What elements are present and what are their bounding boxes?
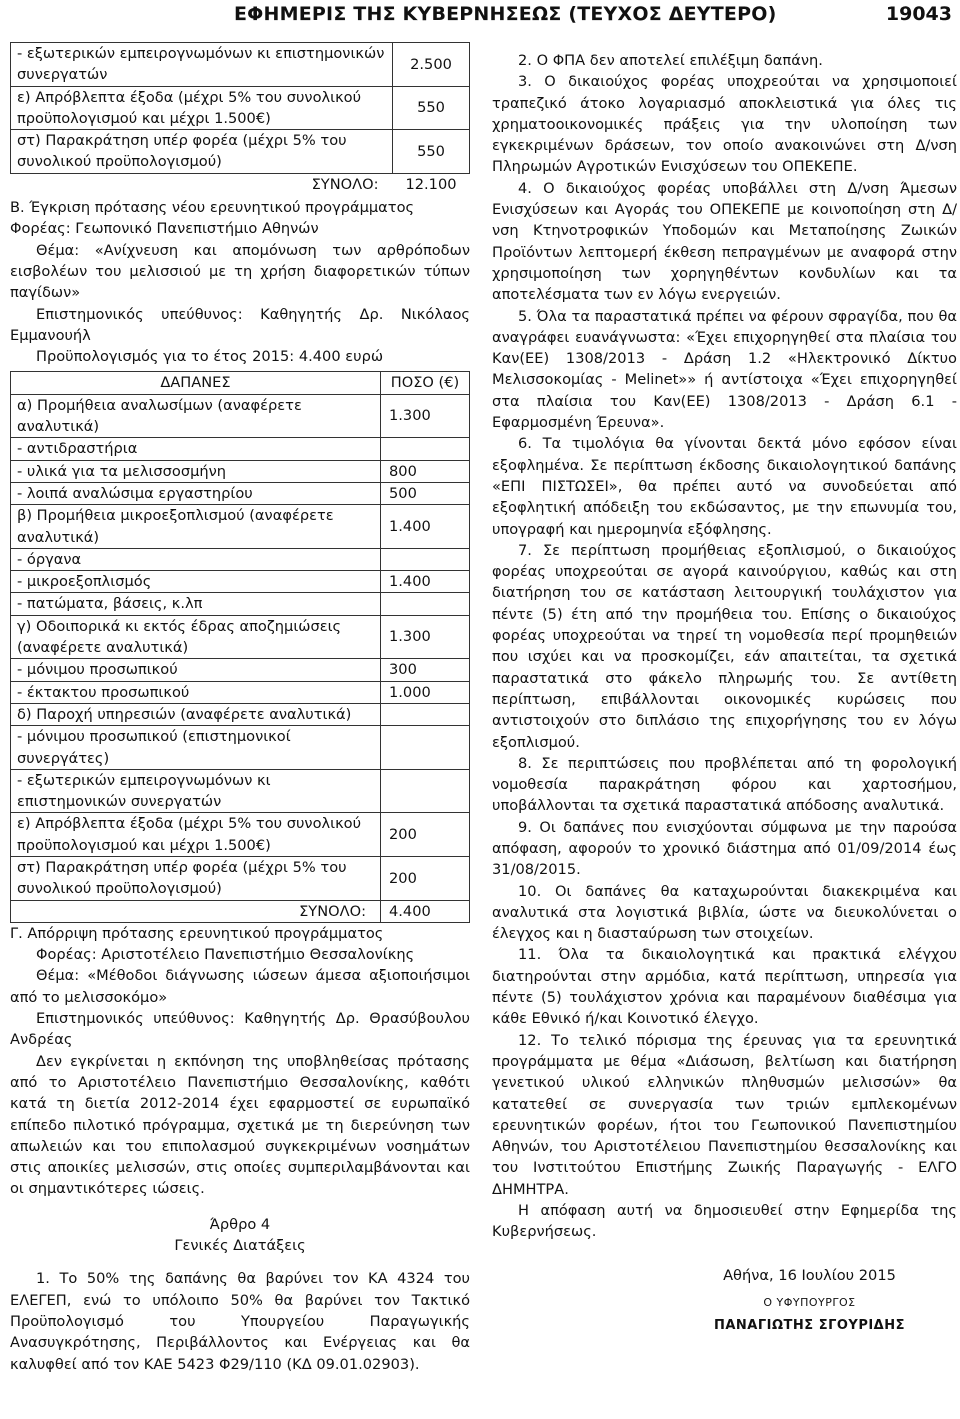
table-row — [11, 43, 470, 87]
paragraph-3: 3. Ο δικαιούχος φορέας υποχρεούται να χρησιμοποιεί τραπεζικό άτοκο λογαριασμό αποκλειστικά για όλες τις χρηματοοικονομικές πράξεις για την υλοποίηση των εγκεκριμένων δράσεων, τον οποίο ανακοινώνει στη Δ/νση Πληρωμών Αγροτικών Ενισχύσεων του ΟΠΕΚΕΠΕ. — [492, 73, 957, 176]
table-cell-label: - μόνιμου προσωπικού (επιστημονικοί συνεργάτες) — [11, 726, 381, 770]
section-g-text: Δεν εγκρίνεται η εκπόνηση της υποβληθείσας πρότασης από το Αριστοτέλειο Πανεπιστήμιο Θεσσαλονίκης, καθότι κατά τη διετία 2012-2014 έχει εφαρμοστεί σε ευρωπαϊκό επίπεδο πιλοτικό πρόγραμμα, σχετικά με τη διερεύνηση των απωλειών και του επιπολασμού συγκεκριμένων νοσημάτων στις αποικίες μελισσών, στις οποίες συμπεριλαμβάνονται και οι σημαντικότερες ιώσεις. — [10, 1052, 470, 1198]
section-g-carrier: Φορέας: Αριστοτέλειο Πανεπιστήμιο Θεσσαλονίκης — [36, 946, 415, 964]
page-number: 19043 — [885, 3, 952, 25]
right-column — [492, 50, 957, 1337]
table-cell-amount — [381, 593, 470, 615]
table-cell-label: στ) Παρακράτηση υπέρ φορέα (μέχρι 5% του συνολικού προϋπολογισμού) — [11, 856, 381, 900]
table-row — [11, 726, 470, 770]
section-g-responsible: Επιστημονικός υπεύθυνος: Καθηγητής Δρ. Θρασύβουλου Ανδρέας — [10, 1010, 470, 1049]
table-cell-label: - εξωτερικών εμπειρογνωμόνων κι επιστημονικών συνεργατών — [11, 769, 381, 813]
article-title: Άρθρο 4 — [209, 1215, 271, 1233]
table-total-row — [11, 900, 470, 922]
table-cell-amount: 550 — [393, 130, 470, 174]
table-cell-label: - υλικά για τα μελισσοσμήνη — [11, 460, 381, 482]
table-row — [11, 615, 470, 659]
table-cell-label: - αντιδραστήρια — [11, 438, 381, 460]
section-b-subject: Θέμα: «Ανίχνευση και απομόνωση των αρθρόποδων εισβολέων του μελισσιού με τη χρήση διαφορετικών τύπων παγίδων» — [10, 241, 470, 302]
table-cell-amount — [381, 548, 470, 570]
column-header-amount: ΠΟΣΟ (€) — [381, 372, 470, 394]
table-cell-amount: 200 — [381, 856, 470, 900]
table-cell-label: - έκτακτου προσωπικού — [11, 681, 381, 703]
signature-role: Ο ΥΦΥΠΟΥΡΓΟΣ — [763, 1295, 856, 1309]
table-total-row — [11, 173, 470, 195]
table-cell-amount: 1.400 — [381, 505, 470, 549]
paragraph-11: 11. Όλα τα δικαιολογητικά και πρακτικά ελέγχου διατηρούνται στην αρμόδια, κατά περίπτωση, υπηρεσία για πέντε (5) τουλάχιστον χρόνια και παραμένουν διαθέσιμα για κάθε Εθνικό ή/και Κοινοτικό έλεγχο. — [492, 946, 957, 1028]
section-b-heading: Β. Έγκριση πρότασης νέου ερευνητικού προγράμματος — [10, 199, 415, 217]
table-cell-amount — [381, 703, 470, 725]
table-cell-amount: 1.400 — [381, 571, 470, 593]
table-cell-amount: 200 — [381, 813, 470, 857]
table-cell-label: α) Προμήθεια αναλωσίμων (αναφέρετε αναλυτικά) — [11, 394, 381, 438]
paragraph-8: 8. Σε περιπτώσεις που προβλέπεται από τη φορολογική νομοθεσία παρακράτηση φόρου και χαρτοσήμου, υποβάλλονται τα σχετικά παραστατικά απόδοσης αναλυτικά. — [492, 754, 957, 815]
gazette-title: ΕΦΗΜΕΡΙΣ ΤΗΣ ΚΥΒΕΡΝΗΣΕΩΣ (ΤΕΥΧΟΣ ΔΕΥΤΕΡΟ) — [234, 3, 777, 25]
table-row — [11, 856, 470, 900]
table-cell-label: - λοιπά αναλώσιμα εργαστηρίου — [11, 482, 381, 504]
table-cell-amount — [381, 438, 470, 460]
table-cell-label: δ) Παροχή υπηρεσιών (αναφέρετε αναλυτικά) — [11, 703, 381, 725]
table-cell-label: - πατώματα, βάσεις, κ.λπ — [11, 593, 381, 615]
section-b-responsible: Επιστημονικός υπεύθυνος: Καθηγητής Δρ. Νικόλαος Εμμανουήλ — [10, 305, 470, 344]
budget-table-continuation — [10, 42, 470, 195]
table-cell-label: - όργανα — [11, 548, 381, 570]
paragraph-2: 2. Ο ΦΠΑ δεν αποτελεί επιλέξιμη δαπάνη. — [518, 52, 823, 69]
section-b-carrier: Φορέας: Γεωπονικό Πανεπιστήμιο Αθηνών — [10, 220, 319, 238]
signature-date: Αθήνα, 16 Ιουλίου 2015 — [723, 1266, 896, 1284]
table-cell-label: β) Προμήθεια μικροεξοπλισμού (αναφέρετε αναλυτικά) — [11, 505, 381, 549]
paragraph-4: 4. Ο δικαιούχος φορέας υποβάλλει στη Δ/νση Άμεσων Ενισχύσεων και Αγοράς του ΟΠΕΚΕΠΕ με κοινοποίηση στη Δ/νση Κτηνοτροφικών Υποδομών και Μεταποίησης Ζωικών Προϊόντων λεπτομερή έκθεση πεπραγμένων με αναφορά στην χρησιμοποίηση των χορηγηθέντων κονδυλίων και τα αποτελέσματα των εν λόγω ενεργειών. — [492, 179, 957, 304]
table-row — [11, 681, 470, 703]
table-cell-amount: 800 — [381, 460, 470, 482]
table-cell-label: - εξωτερικών εμπειρογνωμόνων κι επιστημονικών συνεργατών — [11, 43, 393, 87]
table-row — [11, 769, 470, 813]
table-row — [11, 593, 470, 615]
table-row — [11, 460, 470, 482]
table-cell-label: ε) Απρόβλεπτα έξοδα (μέχρι 5% του συνολικού προϋπολογισμού και μέχρι 1.500€) — [11, 813, 381, 857]
paragraph-10: 10. Οι δαπάνες θα καταχωρούνται διακεκριμένα και αναλυτικά στα λογιστικά βιβλία, ώστε να διευκολύνεται ο έλεγχος και η διασταύρωση των στοιχείων. — [492, 882, 957, 943]
table-row — [11, 130, 470, 174]
closing-paragraph: Η απόφαση αυτή να δημοσιευθεί στην Εφημερίδα της Κυβερνήσεως. — [492, 1202, 957, 1241]
budget-table — [10, 371, 470, 922]
total-amount: 12.100 — [405, 175, 457, 193]
table-row — [11, 813, 470, 857]
paragraph-12: 12. Το τελικό πόρισμα της έρευνας για τα ερευνητικά προγράμματα με θέμα «Διάσωση, βελτίωση και διατήρηση γενετικού υλικού ελληνικών πληθυσμών μελισσών» θα κατατεθεί σε συνεργασία των τριών εμπλεκομένων ερευνητικών φορέων, ήτοι του Γεωπονικού Πανεπιστημίου Αθηνών, του Αριστοτέλειου Πανεπιστημίου θεσσαλονίκης και του Ινστιτούτου Επιστήμης Ζωικής Παραγωγής - ΕΛΓΟ ΔΗΜΗΤΡΑ. — [492, 1031, 957, 1198]
paragraph-9: 9. Οι δαπάνες που ενισχύονται σύμφωνα με την παρούσα απόφαση, αφορούν το χρονικό διάστημα από 01/09/2014 έως 31/08/2015. — [492, 818, 957, 879]
section-b-budget: Προϋπολογισμός για το έτος 2015: 4.400 ευρώ — [36, 348, 384, 366]
column-header-expenses: ΔΑΠΑΝΕΣ — [11, 372, 381, 394]
table-row — [11, 86, 470, 130]
table-row — [11, 703, 470, 725]
page-header — [0, 0, 960, 34]
table-cell-amount: 1.300 — [381, 615, 470, 659]
table-row — [11, 505, 470, 549]
table-cell-label: - μικροεξοπλισμός — [11, 571, 381, 593]
total-label: ΣΥΝΟΛΟ: — [311, 175, 379, 193]
table-cell-amount: 500 — [381, 482, 470, 504]
table-cell-amount: 1.300 — [381, 394, 470, 438]
table-row — [11, 482, 470, 504]
table-cell-label: - μόνιμου προσωπικού — [11, 659, 381, 681]
signature-name: ΠΑΝΑΓΙΩΤΗΣ ΣΓΟΥΡΙΔΗΣ — [713, 1318, 906, 1334]
section-g-heading: Γ. Απόρριψη πρότασης ερευνητικού προγράμματος — [10, 924, 384, 942]
total-label: ΣΥΝΟΛΟ: — [11, 900, 381, 922]
table-header-row — [11, 372, 470, 394]
section-g-subject: Θέμα: «Μέθοδοι διάγνωσης ιώσεων άμεσα αξιοποιήσιμοι από το μελισσοκόμο» — [10, 967, 470, 1006]
table-row — [11, 394, 470, 438]
total-amount: 4.400 — [381, 900, 470, 922]
article-subtitle: Γενικές Διατάξεις — [174, 1237, 306, 1255]
table-cell-label: ε) Απρόβλεπτα έξοδα (μέχρι 5% του συνολικού προϋπολογισμού και μέχρι 1.500€) — [11, 86, 393, 130]
paragraph-1: 1. Το 50% της δαπάνης θα βαρύνει τον ΚΑ 4324 του ΕΛΕΓΕΠ, ενώ το υπόλοιπο 50% θα βαρύνει τον Τακτικό Προϋπολογισμό του Υπουργείου Παραγωγικής Ανασυγκρότησης, Περιβάλλοντος και Ενέργειας και θα καλυφθεί από τον ΚΑΕ 5423 Φ29/110 (ΚΔ 09.01.02903). — [10, 1270, 470, 1373]
table-cell-amount: 300 — [381, 659, 470, 681]
paragraph-7: 7. Σε περίπτωση προμήθειας εξοπλισμού, ο δικαιούχος φορέας υποχρεούται σε αγορά καινούργιου, καθώς και στη διατήρηση του σε κατάσταση λειτουργική τουλάχιστον για πέντε (5) έτη από την προμήθεια του. Επίσης ο δικαιούχος φορέας υποχρεούται να τηρεί τη νομοθεσία περί προμηθειών που ισχύει και να προσκομίζει, εάν απαιτείται, τα σχετικά παραστατικά στο φάκελο πληρωμής του. Σε αντίθετη περίπτωση, επιβάλλονται οικονομικές κυρώσεις που αντιστοιχούν στο διπλάσιο της επιχορήγησης του εν λόγω εξοπλισμού. — [492, 541, 957, 751]
table-row — [11, 548, 470, 570]
table-cell-label: γ) Οδοιπορικά κι εκτός έδρας αποζημιώσεις (αναφέρετε αναλυτικά) — [11, 615, 381, 659]
table-cell-amount — [381, 769, 470, 813]
table-cell-amount — [381, 726, 470, 770]
paragraph-5: 5. Όλα τα παραστατικά πρέπει να φέρουν σφραγίδα, που θα αναγράφει ευανάγνωστα: «Έχει επιχορηγηθεί στα πλαίσια του Καν(ΕΕ) 1308/2013 - Δράση 1.2 «Ηλεκτρονικό Δίκτυο Μελισσοκομίας - Melinet»» ή αντίστοιχα «Έχει επιχορηγηθεί στα πλαίσια του Καν(ΕΕ) 1308/2013 - Δράση 6.1 - Εφαρμοσμένη Έρευνα». — [492, 307, 957, 432]
table-cell-amount: 1.000 — [381, 681, 470, 703]
table-cell-label: στ) Παρακράτηση υπέρ φορέα (μέχρι 5% του συνολικού προϋπολογισμού) — [11, 130, 393, 174]
table-cell-amount: 550 — [393, 86, 470, 130]
table-row — [11, 571, 470, 593]
table-row — [11, 438, 470, 460]
paragraph-6: 6. Τα τιμολόγια θα γίνονται δεκτά μόνο εφόσον είναι εξοφλημένα. Σε περίπτωση έκδοσης δικαιολογητικού δαπάνης «ΕΠΙ ΠΙΣΤΩΣΕΙ», θα πρέπει αυτό να συνοδεύεται από εξοφλητική απόδειξη του εκδώσαντος, με την επωνυμία του, υπογραφή και ημερομηνία εξόφλησης. — [492, 435, 957, 538]
left-column — [10, 42, 470, 1375]
table-cell-amount: 2.500 — [393, 43, 470, 87]
table-row — [11, 659, 470, 681]
